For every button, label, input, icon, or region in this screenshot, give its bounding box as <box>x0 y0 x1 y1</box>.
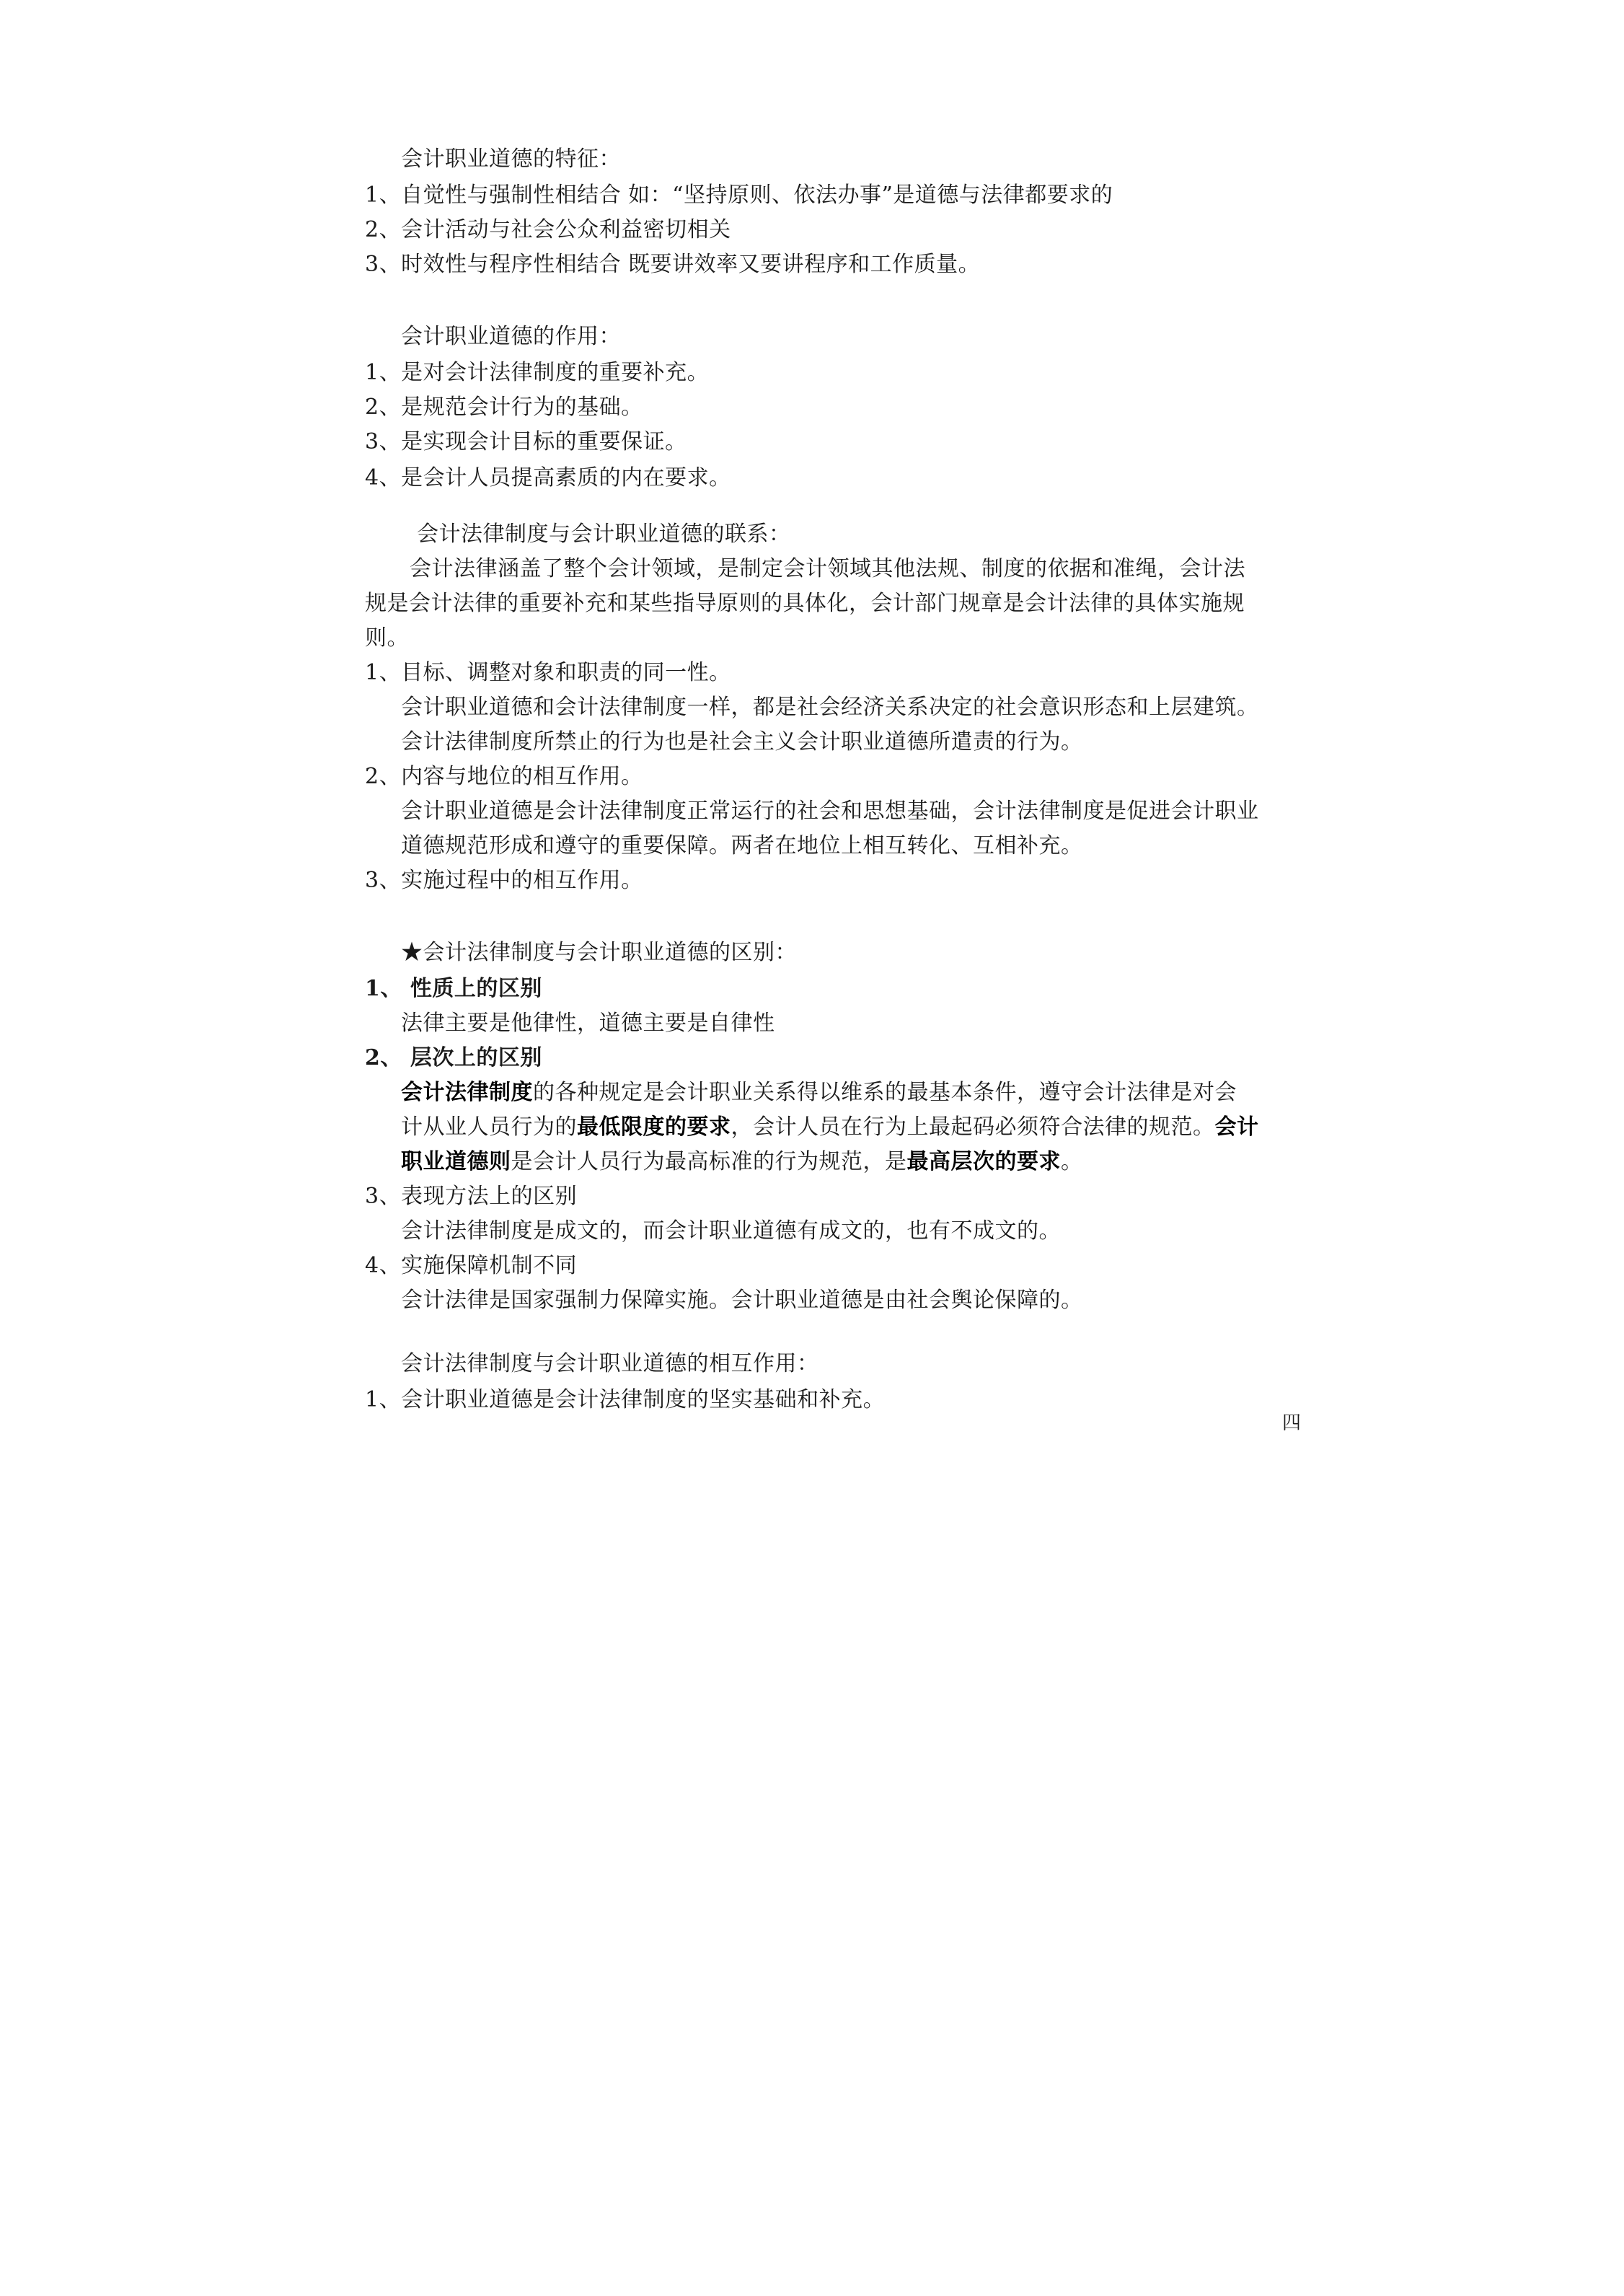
features-heading: 会计职业道德的特征： <box>401 146 621 172</box>
relation-para-line-2: 规是会计法律的重要补充和某些指导原则的具体化，会计部门规章是会计法律的具体实施规 <box>365 591 1245 616</box>
roles-item-4: 4、是会计人员提高素质的内在要求。 <box>365 465 731 491</box>
relation-item-2: 2、内容与地位的相互作用。 <box>365 764 643 789</box>
text-span: 的各种规定是会计职业关系得以维系的最基本条件，遵守会计法律是对会 <box>533 1080 1237 1105</box>
difference-item-2-line-3 <box>401 1144 1083 1180</box>
relation-item-1-text-1: 会计职业道德和会计法律制度一样，都是社会经济关系决定的社会意识形态和上层建筑。 <box>401 695 1259 720</box>
text-span: 计从业人员行为的 <box>401 1114 577 1140</box>
relation-item-2-text-2: 道德规范形成和遵守的重要保障。两者在地位上相互转化、互相补充。 <box>401 833 1083 858</box>
difference-item-3-text: 会计法律制度是成文的，而会计职业道德有成文的，也有不成文的。 <box>401 1218 1061 1244</box>
features-item-2: 2、会计活动与社会公众利益密切相关 <box>365 217 731 242</box>
relation-item-2-text-1: 会计职业道德是会计法律制度正常运行的社会和思想基础，会计法律制度是促进会计职业 <box>401 799 1259 824</box>
bold-phrase: 会计 <box>1214 1114 1259 1140</box>
text-span: 是会计人员行为最高标准的行为规范，是 <box>511 1149 907 1174</box>
difference-item-4: 4、实施保障机制不同 <box>365 1253 578 1278</box>
relation-heading: 会计法律制度与会计职业道德的联系： <box>417 522 791 547</box>
difference-item-2-line-2 <box>401 1109 1259 1145</box>
difference-item-2-line-1 <box>401 1075 1237 1111</box>
relation-item-1-text-2: 会计法律制度所禁止的行为也是社会主义会计职业道德所遣责的行为。 <box>401 729 1083 755</box>
text-span: ，会计人员在行为上最起码必须符合法律的规范。 <box>731 1114 1215 1140</box>
bold-phrase: 最高层次的要求 <box>906 1149 1061 1174</box>
bold-phrase: 最低限度的要求 <box>577 1114 731 1140</box>
interaction-heading: 会计法律制度与会计职业道德的相互作用： <box>401 1351 819 1376</box>
page-number: 四 <box>1282 1412 1302 1434</box>
relation-para-line-3: 则。 <box>365 625 409 651</box>
difference-item-3: 3、表现方法上的区别 <box>365 1184 578 1209</box>
roles-item-3: 3、是实现会计目标的重要保证。 <box>365 429 687 454</box>
bold-phrase: 会计法律制度 <box>401 1080 533 1105</box>
features-item-3: 3、时效性与程序性相结合 既要讲效率又要讲程序和工作质量。 <box>365 252 981 277</box>
relation-item-1: 1、目标、调整对象和职责的同一性。 <box>365 660 731 685</box>
difference-heading: ★会计法律制度与会计职业道德的区别： <box>401 940 797 965</box>
text-span: 。 <box>1061 1149 1083 1174</box>
relation-item-3: 3、实施过程中的相互作用。 <box>365 868 643 893</box>
difference-item-2: 2、 层次上的区别 <box>365 1045 542 1070</box>
interaction-item-1: 1、会计职业道德是会计法律制度的坚实基础和补充。 <box>365 1387 886 1412</box>
difference-item-1-text: 法律主要是他律性，道德主要是自律性 <box>401 1011 775 1036</box>
roles-item-1: 1、是对会计法律制度的重要补充。 <box>365 360 710 385</box>
features-item-1: 1、自觉性与强制性相结合 如：“坚持原则、依法办事”是道德与法律都要求的 <box>365 182 1113 208</box>
roles-heading: 会计职业道德的作用： <box>401 324 621 349</box>
difference-item-1: 1、 性质上的区别 <box>365 976 542 1001</box>
bold-phrase: 职业道德则 <box>401 1149 511 1174</box>
roles-item-2: 2、是规范会计行为的基础。 <box>365 395 643 420</box>
difference-item-4-text: 会计法律是国家强制力保障实施。会计职业道德是由社会舆论保障的。 <box>401 1288 1083 1313</box>
relation-para-line-1: 会计法律涵盖了整个会计领域，是制定会计领域其他法规、制度的依据和准绳，会计法 <box>410 556 1245 581</box>
